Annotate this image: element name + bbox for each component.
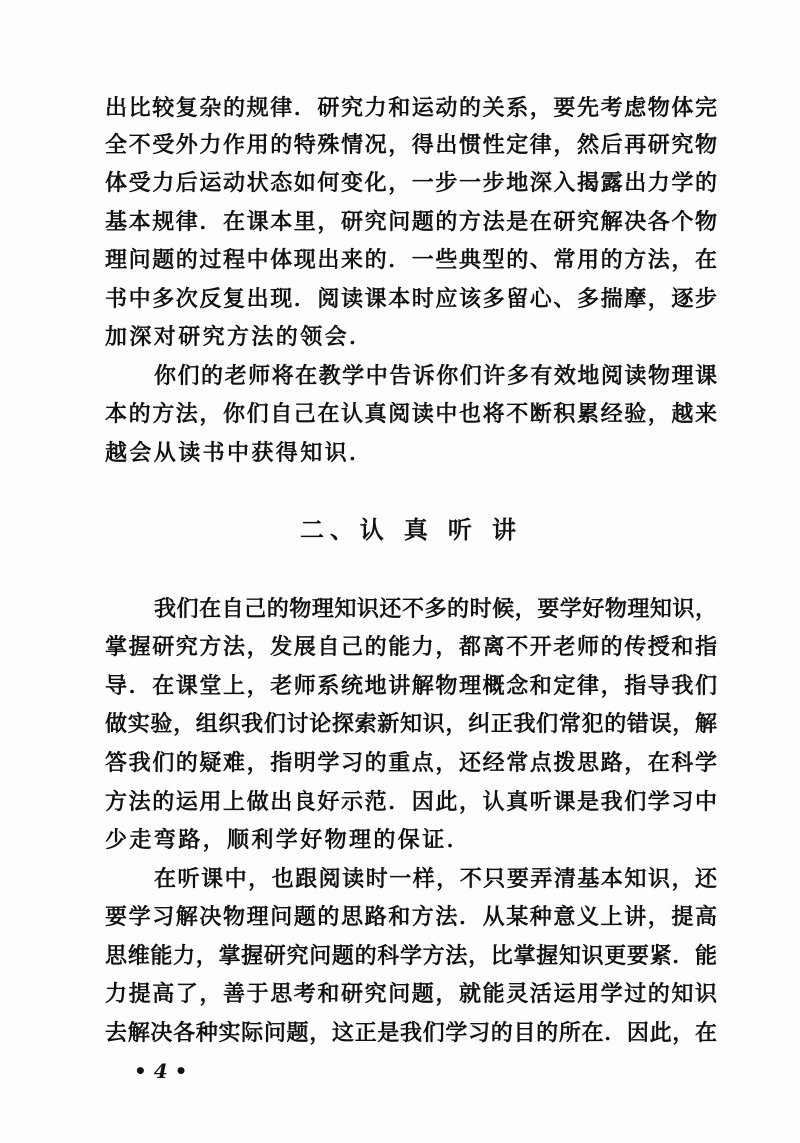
text-line: 答我们的疑难，指明学习的重点，还经常点拨思路，在科学 — [105, 751, 717, 776]
text-line: 在听课中，也跟阅读时一样，不只要弄清基本知识，还 — [154, 867, 717, 892]
text-line: 理问题的过程中体现出来的．一些典型的、常用的方法，在 — [105, 248, 717, 273]
section-heading: 二、认 真 听 讲 — [300, 516, 520, 544]
text-line: 你们的老师将在教学中告诉你们许多有效地阅读物理课 — [154, 364, 717, 389]
text-line: 我们在自己的物理知识还不多的时候，要学好物理知识， — [154, 597, 717, 622]
text-line: 少走弯路，顺利学好物理的保证． — [105, 828, 472, 853]
text-line: 全不受外力作用的特殊情况，得出惯性定律，然后再研究物 — [105, 133, 717, 158]
text-line: 思维能力，掌握研究问题的科学方法，比掌握知识更要紧．能 — [105, 944, 717, 969]
text-line: 加深对研究方法的领会． — [105, 325, 374, 350]
text-line: 出比较复杂的规律．研究力和运动的关系，要先考虑物体完 — [105, 96, 717, 121]
text-line: 要学习解决物理问题的思路和方法．从某种意义上讲，提高 — [105, 905, 717, 930]
text-line: 基本规律．在课本里，研究问题的方法是在研究解决各个物 — [105, 210, 717, 235]
page-number: • 4 • — [134, 1059, 188, 1083]
text-line: 体受力后运动状态如何变化，一步一步地深入揭露出力学的 — [105, 171, 717, 196]
text-line: 去解决各种实际问题，这正是我们学习的目的所在．因此，在 — [105, 1021, 717, 1046]
text-line: 掌握研究方法，发展自己的能力，都离不开老师的传授和指 — [105, 635, 717, 660]
text-line: 力提高了，善于思考和研究问题，就能灵活运用学过的知识 — [105, 982, 717, 1007]
text-line: 导．在课堂上，老师系统地讲解物理概念和定律，指导我们 — [105, 674, 717, 699]
text-line: 做实验，组织我们讨论探索新知识，纠正我们常犯的错误，解 — [105, 712, 717, 737]
text-line: 本的方法，你们自己在认真阅读中也将不断积累经验，越来 — [105, 402, 717, 427]
text-line: 书中多次反复出现．阅读课本时应该多留心、多揣摩，逐步 — [105, 287, 717, 312]
text-line: 越会从读书中获得知识． — [105, 441, 374, 466]
text-line: 方法的运用上做出良好示范．因此，认真听课是我们学习中 — [105, 790, 717, 815]
